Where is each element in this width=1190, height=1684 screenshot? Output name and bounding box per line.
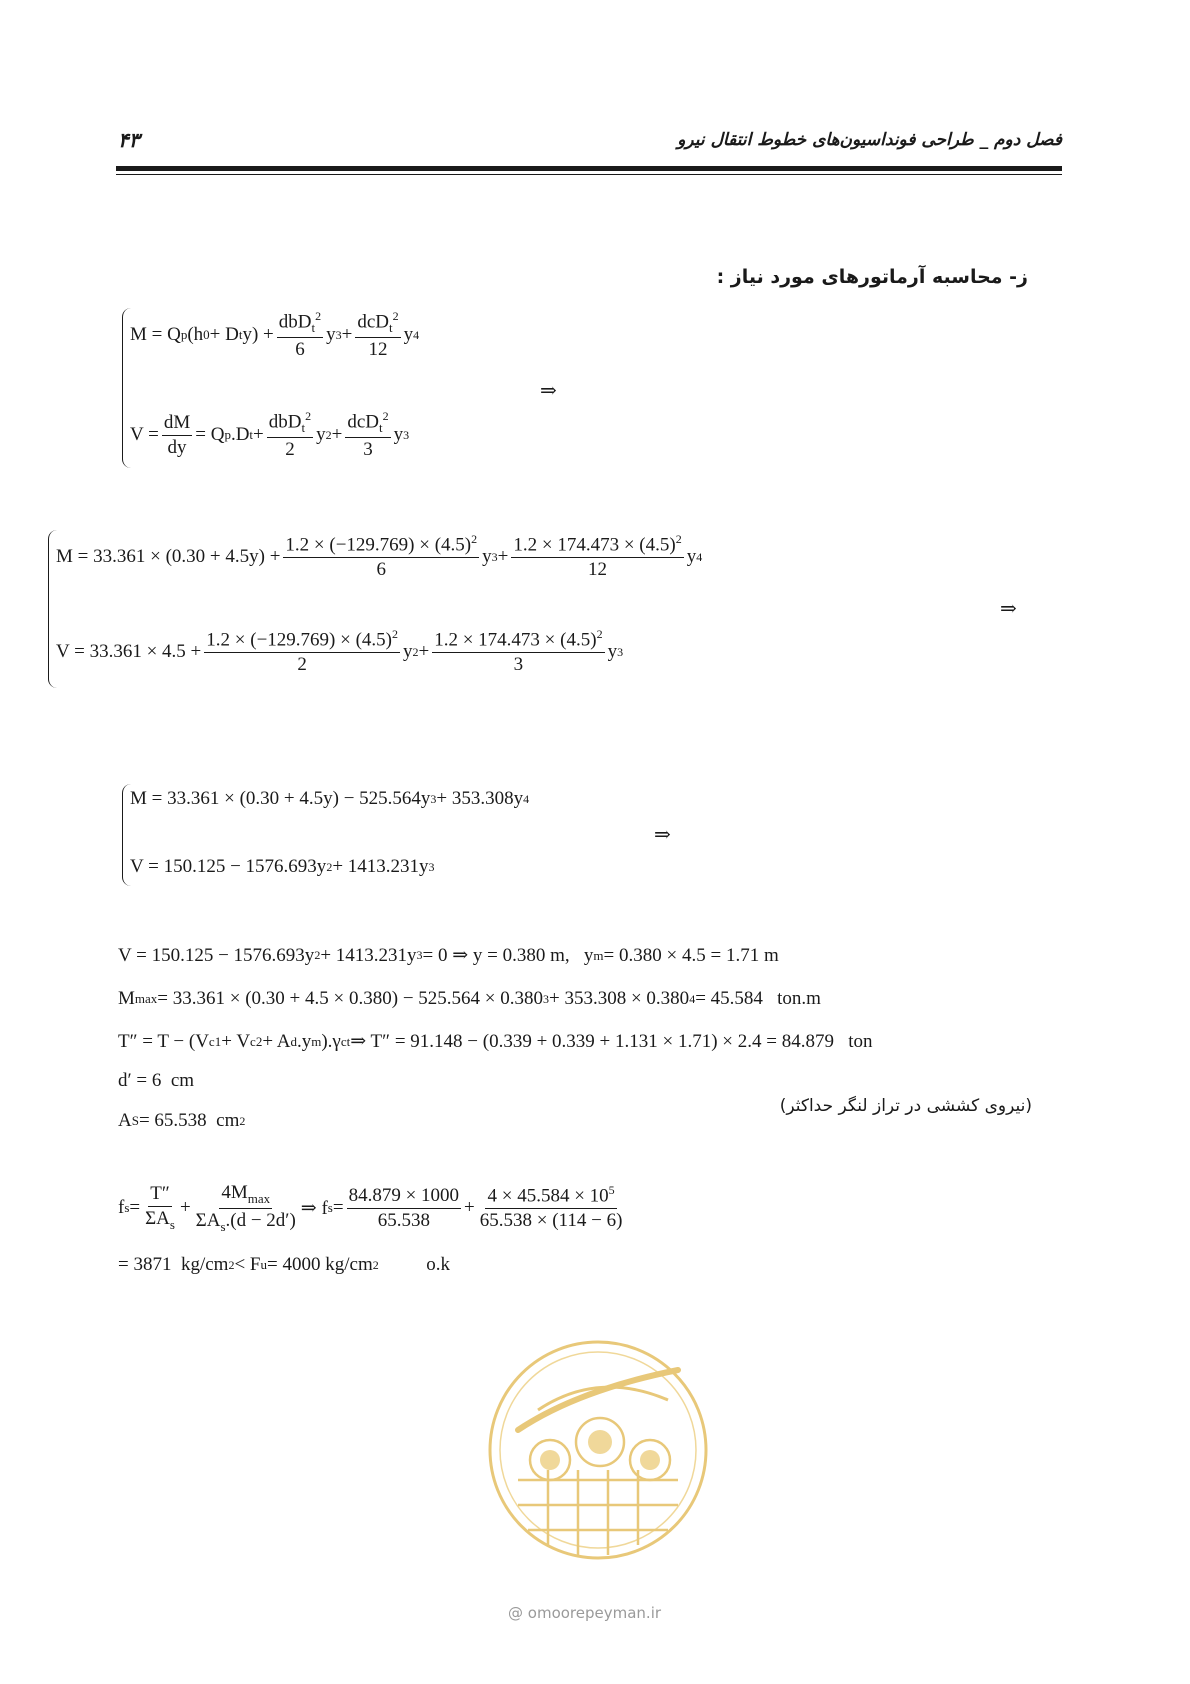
header-rule-thin	[116, 174, 1062, 175]
equation-cover: d′ = 6 cm	[118, 1070, 195, 1091]
equation-moment-substituted: M = 33.361 × (0.30 + 4.5y) + $\frac{1.2 \times (-129.769) \times (4.5)^2}{6}$ y 3 + $\frac{1.2 \times 174.473 \times (4.5)^2}{12}$ y 4	[56, 532, 703, 581]
equation-stress: f s = $\frac{T''}{\Sigma A_s}$ + $\frac{4M_{max}}{\Sigma A_s.(d - 2d')}$ ⇒ f s = $\frac{84.879 \times 1000}{65.538}$ + $\frac{4 \times 45.584 \times 10^5}{65.538 \times (114 - 6)}$	[118, 1182, 623, 1234]
page-number: ۴۳	[118, 128, 140, 152]
equation-shear-general: V = $\frac{dM}{dy}$ = Q p .D t + $\frac{dbD_t^2}{2}$ y 2 + $\frac{dcD_t^2}{3}$ y 3	[130, 409, 410, 461]
implies-arrow-1: ⇒	[540, 380, 557, 402]
equation-moment-simplified: M = 33.361 × (0.30 + 4.5y) − 525.564y 3 + 353.308y 4	[130, 788, 530, 809]
watermark-logo	[478, 1330, 718, 1590]
section-title: ز- محاسبه آرماتورهای مورد نیاز :	[716, 266, 1028, 288]
implies-arrow-2: ⇒	[1000, 598, 1017, 620]
watermark-url-text: omoorepeyman.ir	[527, 1604, 662, 1622]
header-rule-thick	[116, 166, 1062, 171]
equation-moment-max: M max = 33.361 × (0.30 + 4.5 × 0.380) − 525.564 × 0.380 3 + 353.308 × 0.380 4 = 45.584 ton.m	[118, 988, 821, 1009]
equation-moment-general: M = Q p (h 0 + D t y) + $\frac{dbD_t^2}{6}$ y 3 + $\frac{dcD_t^2}{12}$ y 4	[130, 309, 420, 361]
implies-arrow-3: ⇒	[654, 824, 671, 846]
equation-shear-root: V = 150.125 − 1576.693y 2 + 1413.231y 3 = 0 ⇒ y = 0.380 m, y m = 0.380 × 4.5 = 1.71 m	[118, 944, 779, 966]
tension-note: (نیروی کششی در تراز لنگر حداکثر)	[779, 1096, 1032, 1116]
equation-steel-area: A S = 65.538 cm 2	[118, 1110, 246, 1131]
equation-shear-simplified: V = 150.125 − 1576.693y 2 + 1413.231y 3	[130, 856, 435, 877]
equation-tension: T″ = T − (V c1 + V c2 + A d .y m ).γ ct ⇒ T″ = 91.148 − (0.339 + 0.339 + 1.131 × 1.71) × 2.4 = 84.879 ton	[118, 1030, 873, 1052]
watermark-url	[508, 1604, 661, 1622]
equation-shear-substituted: V = 33.361 × 4.5 + $\frac{1.2 \times (-129.769) \times (4.5)^2}{2}$ y 2 + $\frac{1.2 \times 174.473 \times (4.5)^2}{3}$ y 3	[56, 627, 624, 676]
at-icon: @	[508, 1604, 523, 1622]
equation-stress-result: = 3871 kg/cm 2 < F u = 4000 kg/cm 2 o.k	[118, 1254, 450, 1275]
chapter-title: فصل دوم _ طراحی فونداسیون‌های خطوط انتقال نیرو	[677, 130, 1062, 150]
